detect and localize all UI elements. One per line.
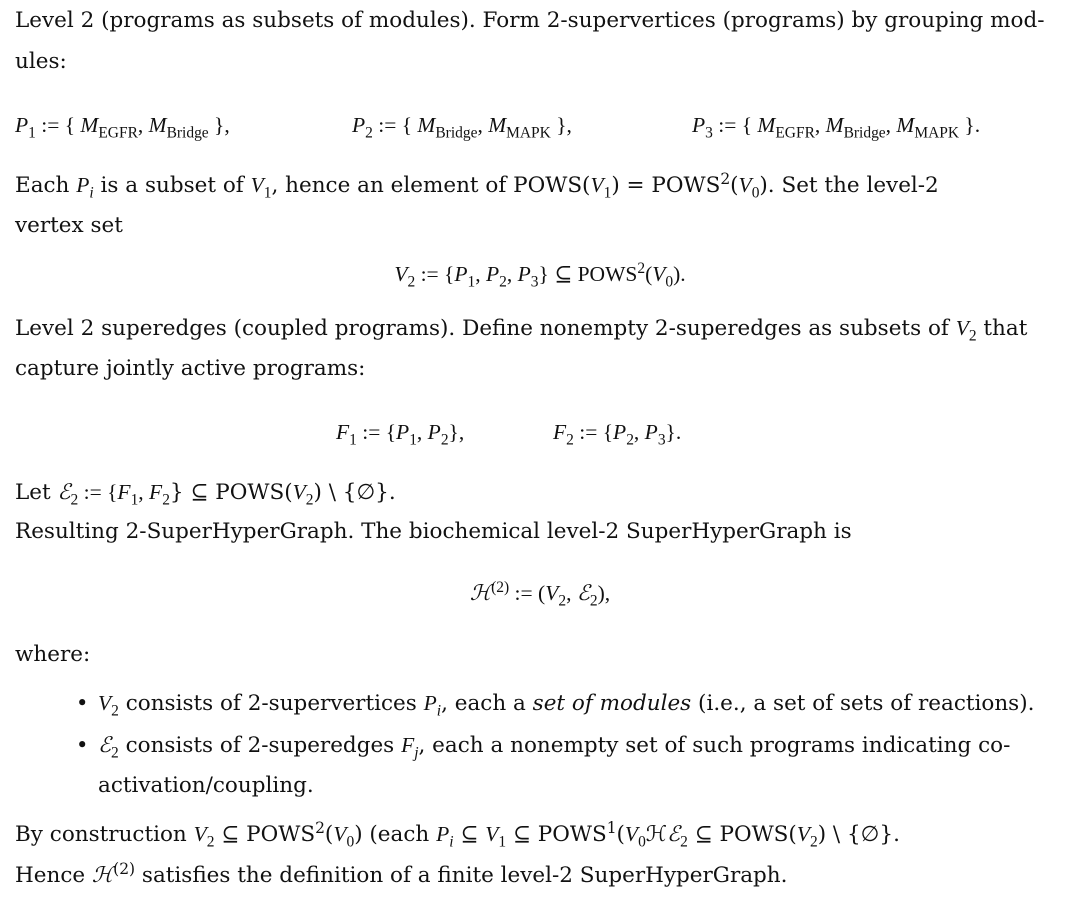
equation-f2: $F_2$ := {$P_2$, $P_3$}.	[553, 420, 682, 449]
bullet-marker: •	[76, 733, 89, 757]
bullet-marker: •	[76, 691, 89, 715]
equation-v2-vertex-set: $V_2$ := {$P_1$, $P_2$, $P_3$} ⊆ $POWS^2(V_0)$.	[394, 259, 686, 291]
equation-f1: $F_1$ := {$P_1$, $P_2$},	[336, 420, 465, 449]
paragraph-let-e2: Let ℰ$_2$ := {$F_1$, $F_2$} ⊆ $POWS(V_2)$ \ {∅}.	[15, 480, 396, 509]
paragraph-by-construction-line2: Hence ℋ$^{(2)}$ satisfies the definition of a finite level-2 SuperHyperGraph.	[15, 859, 788, 888]
paragraph-superedges-line2: capture jointly active programs:	[15, 356, 366, 381]
bullet-e2-description-line1: ℰ$_2$ consists of 2-superedges $F_j$, each a nonempty set of such programs indicating co-	[98, 733, 1011, 762]
bullet-v2-description: $V_2$ consists of 2-supervertices $P_i$, each a set of modules (i.e., a set of sets of reactions).	[98, 691, 1035, 720]
paragraph-by-construction-line1: By construction $V_2$ ⊆ $POWS^2(V_0)$ (each $P_i$ ⊆ $V_1$ ⊆ $POWS^1(V_0ℋℰ_2$ ⊆ $POWS(V_2)$ \ {∅}.	[15, 818, 900, 851]
paragraph-each-pi-line2: vertex set	[15, 213, 123, 238]
paragraph-level2-line2: ules:	[15, 49, 67, 74]
program-p2-definition: $P_2$ := { $M_{Bridge}$, $M_{MAPK}$ },	[352, 113, 572, 142]
equation-superhypergraph: ℋ$^{(2)}$ := ($V_2$, ℰ$_2$),	[469, 578, 611, 610]
paragraph-where: where:	[15, 642, 91, 667]
bullet-e2-description-line2: activation/coupling.	[98, 773, 314, 798]
paragraph-resulting-graph: Resulting 2-SuperHyperGraph. The biochemical level-2 SuperHyperGraph is	[15, 519, 852, 544]
paragraph-each-pi-line1: Each $P_i$ is a subset of $V_1$, hence an element of $POWS(V_1)$ = $POWS^2(V_0)$. Set the level-2	[15, 169, 939, 202]
paragraph-superedges-line1: Level 2 superedges (coupled programs). Define nonempty 2-superedges as subsets of $V_2$ that	[15, 316, 1028, 345]
program-p1-definition: $P_1$ := { $M_{EGFR}$, $M_{Bridge}$ },	[15, 113, 230, 142]
program-p3-definition: $P_3$ := { $M_{EGFR}$, $M_{Bridge}$, $M_{MAPK}$ }.	[692, 113, 981, 142]
paragraph-level2-line1: Level 2 (programs as subsets of modules). Form 2-supervertices (programs) by grouping mod-	[15, 8, 1045, 33]
